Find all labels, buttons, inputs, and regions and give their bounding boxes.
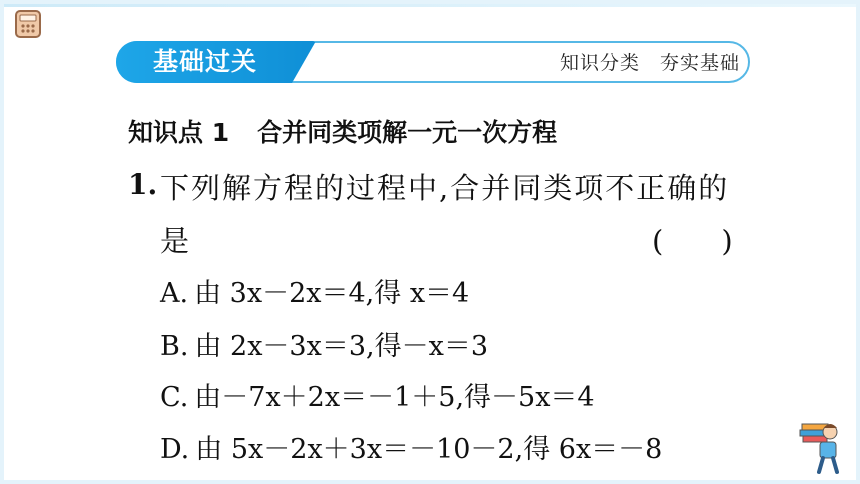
option-d-label: D. xyxy=(160,434,190,465)
option-a-label: A. xyxy=(160,278,189,309)
knowledge-point-label: 知识点 1 xyxy=(128,118,230,147)
calculator-icon xyxy=(12,8,44,40)
option-c[interactable] xyxy=(160,375,595,414)
student-with-books-icon xyxy=(796,418,844,476)
option-b-label: B. xyxy=(160,331,189,362)
question-text-line1: 下列解方程的过程中,合并同类项不正确的 xyxy=(160,171,730,205)
option-b-text: 由 2x－3x＝3,得－x＝3 xyxy=(194,331,488,362)
answer-blank[interactable]: ( ) xyxy=(652,224,733,258)
option-c-label: C. xyxy=(160,382,189,413)
section-subtitle: 知识分类 夯实基础 xyxy=(559,52,740,74)
option-a[interactable] xyxy=(160,271,469,310)
question-number: 1. xyxy=(128,168,158,201)
option-d-text: 由 5x－2x＋3x＝－10－2,得 6x＝－8 xyxy=(195,434,663,465)
option-d[interactable] xyxy=(160,427,662,466)
knowledge-point-heading xyxy=(128,113,557,149)
section-tab-title: 基础过关 xyxy=(152,47,257,76)
question-text-line2: 是 xyxy=(160,224,190,258)
option-b[interactable] xyxy=(160,324,488,363)
knowledge-point-title: 合并同类项解一元一次方程 xyxy=(257,118,558,147)
option-a-text: 由 3x－2x＝4,得 x＝4 xyxy=(194,278,470,309)
option-c-text: 由－7x＋2x＝－1＋5,得－5x＝4 xyxy=(194,382,595,413)
